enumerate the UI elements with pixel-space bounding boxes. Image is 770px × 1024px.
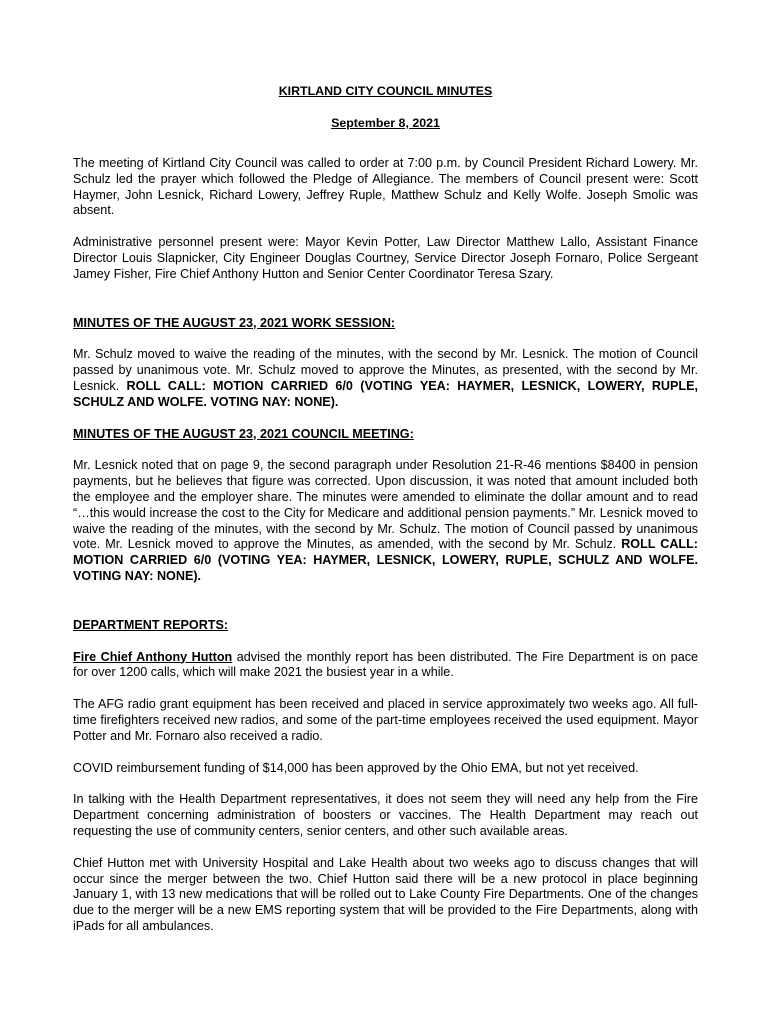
intro-paragraph-1: The meeting of Kirtland City Council was called to order at 7:00 p.m. by Council President Richard Lowery. Mr. Schulz led the prayer which followed the Pledge of Allegiance. The members of Council present were: Scott Haymer, John Lesnick, Richard Lowery, Jeffrey Ruple, Matthew Schulz and Kelly Wolfe. Joseph Smolic was absent.: [73, 156, 698, 218]
work-session-heading: MINUTES OF THE AUGUST 23, 2021 WORK SESSION:: [73, 315, 396, 330]
council-meeting-text: Mr. Lesnick noted that on page 9, the second paragraph under Resolution 21-R-46 mentions $8400 in pension payments, but he believes that figure was corrected. Upon discussion, it was noted that amount included both the employee and the employer share. The minutes were amended to eliminate the dollar amount and to read “…this would increase the cost to the City for Medicare and additional pension payments.” Mr. Lesnick moved to waive the reading of the minutes, with the second by Mr. Schulz. The motion of Council passed by unanimous vote. Mr. Lesnick moved to approve the Minutes, as amended, with the second by Mr. Schulz.: [73, 458, 698, 552]
meeting-date: September 8, 2021: [331, 116, 440, 130]
health-department-paragraph: In talking with the Health Department representatives, it does not seem they will need any help from the Fire Department concerning administration of boosters or vaccines. The Health Department may reach out requesting the use of community centers, senior centers, and other such available areas.: [73, 792, 698, 838]
council-meeting-paragraph: [73, 458, 698, 584]
fire-chief-paragraph: [73, 650, 698, 682]
work-session-roll-call: ROLL CALL: MOTION CARRIED 6/0 (VOTING YEA: HAYMER, LESNICK, LOWERY, RUPLE, SCHULZ AND WOLFE. VOTING NAY: NONE).: [73, 378, 699, 409]
intro-paragraph-2: Administrative personnel present were: Mayor Kevin Potter, Law Director Matthew Lallo, Assistant Finance Director Louis Slapnicker, City Engineer Douglas Courtney, Service Director Joseph Fornaro, Police Sergeant Jamey Fisher, Fire Chief Anthony Hutton and Senior Center Coordinator Teresa Szary.: [73, 235, 698, 281]
hospital-merger-paragraph: Chief Hutton met with University Hospital and Lake Health about two weeks ago to discuss changes that will occur since the merger between the two. Chief Hutton said there will be a new protocol in place beginning January 1, with 13 new medications that will be rolled out to Lake County Fire Departments. One of the changes due to the merger will be a new EMS reporting system that will be provided to the Fire Departments, along with iPads for all ambulances.: [73, 855, 698, 933]
council-meeting-roll-call: ROLL CALL: MOTION CARRIED 6/0 (VOTING YEA: HAYMER, LESNICK, LOWERY, RUPLE, SCHULZ AND WOLFE. VOTING NAY: NONE).: [73, 537, 698, 583]
work-session-text: Mr. Schulz moved to waive the reading of the minutes, with the second by Mr. Lesnick. The motion of Council passed by unanimous vote. Mr. Schulz moved to approve the Minutes, as presented, with the second by Mr. Lesnick.: [73, 347, 698, 393]
fire-chief-text: advised the monthly report has been distributed. The Fire Department is on pace for over 1200 calls, which will make 2021 the busiest year in a while.: [73, 649, 698, 680]
fire-chief-label: Fire Chief Anthony Hutton: [73, 649, 233, 664]
council-meeting-heading: MINUTES OF THE AUGUST 23, 2021 COUNCIL MEETING:: [73, 426, 414, 441]
work-session-paragraph: [73, 347, 698, 410]
radio-grant-paragraph: The AFG radio grant equipment has been received and placed in service approximately two weeks ago. All full-time firefighters received new radios, and some of the part-time employees received the used equipment. Mayor Potter and Mr. Fornaro also received a radio.: [73, 697, 698, 743]
document-title: KIRTLAND CITY COUNCIL MINUTES: [278, 84, 493, 98]
department-reports-heading: DEPARTMENT REPORTS:: [73, 617, 229, 632]
covid-funding-paragraph: COVID reimbursement funding of $14,000 has been approved by the Ohio EMA, but not yet received.: [73, 760, 639, 775]
